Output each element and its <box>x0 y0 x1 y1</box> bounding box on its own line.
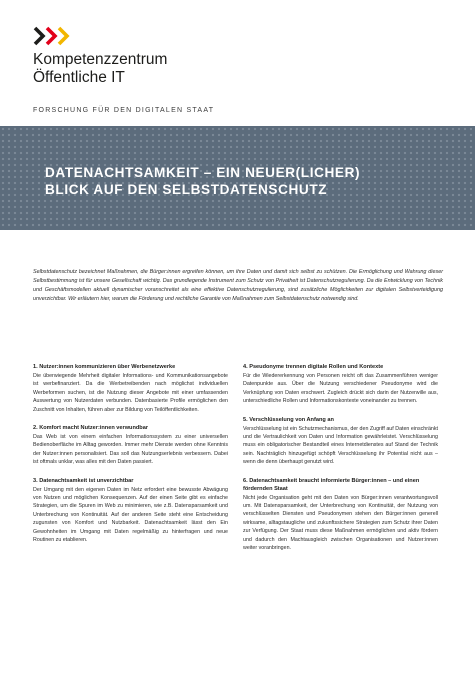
section-5 <box>243 416 438 467</box>
section-body: Verschlüsselung ist ein Schutzmechanismus, der den Zugriff auf Daten einschränkt und die Vertraulichkeit von Daten und Information gewährleistet. Verschlüsselung muss ein obligatorischer Bestandteil eines Internetdienstes auf Stand der Technik sein. Nachträglich hinzugefügt schöpft Verschlüsselung ihr Potential nicht aus – wenn die denn überhaupt genutzt wird. <box>243 425 438 466</box>
section-body: Die überwiegende Mehrheit digitaler Informations- und Kommunikationsangebote ist werbefinanziert. Da die Werbetreibenden nach möglichst individuellen Werbeformen suchen, ist die Nutzung dieser Angebote mit einer umfassenden Auswertung von Nutzerdaten verbunden. Datenbasierte Profile ermöglichen den Zuschnitt von Inhalten, führen aber zur Bildung von Teilöffentlichkeiten. <box>33 373 228 413</box>
left-column <box>33 363 228 555</box>
intro-paragraph: Selbstdatenschutz bezeichnet Maßnahmen, die Bürger:innen ergreifen können, um ihre Daten und damit sich selbst zu schützen. Die Ermöglichung und Wahrung dieser Selbstbestimmung ist für unsere Gesellschaft wichtig. Das grundlegende Instrument zum Schutz von Privatheit ist Datenschutzregulierung. Da die Entwicklung von Technik und Geschäftsmodellen aktuell dynamischer voranschreitet als eine effektive Datenschutzregulierung, sind zusätzliche Möglichkeiten zur digitalen Selbstverteidigung unverzichtbar. Wir erläutern hier, warum die Förderung und rechtliche Garantie von Maßnahmen zum Selbstdatenschutz notwendig sind. <box>33 269 443 302</box>
section-heading: 3. Datenachtsamkeit ist unverzichtbar <box>33 477 134 484</box>
section-1 <box>33 363 228 414</box>
section-6 <box>243 477 438 553</box>
section-body: Nicht jede Organisation geht mit den Daten von Bürger:innen verantwortungsvoll um. Mit Datensparsamkeit, der Unterbrechung von Kontinuität, der Nutzung von verschlüsselten Diensten und Pseudonymen stehen den Bürger:innen generell wirksame, alltagstaugliche und zukunftssichere Strategien zum Schutz ihrer Daten zur Verfügung. Der Staat muss diese Maßnahmen ermöglichen und aktiv fördern und dadurch den Machtausgleich zwischen Organisationen und Nutzer:innen weiter voranbringen. <box>243 494 438 552</box>
section-2 <box>33 424 228 467</box>
organization-name-line1: Kompetenzzentrum <box>33 51 168 68</box>
right-column <box>243 363 438 563</box>
organization-name-line2: Öffentliche IT <box>33 69 125 86</box>
section-heading: 2. Komfort macht Nutzer:innen verwundbar <box>33 425 148 432</box>
section-heading: 6. Datenachtsamkeit braucht informierte Bürger:innen – und einen fördernden Staat <box>243 477 420 492</box>
section-3 <box>33 477 228 545</box>
section-body: Der Umgang mit den eigenen Daten im Netz erfordert eine bewusste Abwägung von Nutzen und möglichen Konsequenzen. Auf der einen Seite gibt es einfache Strategien, um die Spuren im Web zu minimieren, wie z.B. Datensparsamkeit und Unterbrechung von Kontinuität. Auf der anderen Seite steht eine Entscheidung zugunsten von Komfort und Nutzbarkeit. Datenachtsamkeit lässt den Ein Gewohnheiten im Umgang mit Daten regelmäßig zu hinterfragen und neue Routinen zu etablieren. <box>33 486 228 544</box>
organization-name <box>33 51 167 87</box>
section-heading: 4. Pseudonyme trennen digitale Rollen und Kontexte <box>243 364 384 370</box>
tagline: FORSCHUNG FÜR DEN DIGITALEN STAAT <box>33 107 215 114</box>
section-body: Das Web ist von einem einfachen Informationssystem zu einer universellen Bedienoberfläche im Alltag geworden. Immer mehr Dienste werden ohne Kenntnis der Nutzer:innen personalisiert. Das soll das Nutzungserlebnis verbessern. Dabei ist oftmals unklar, was alles mit den Daten passiert. <box>33 434 228 466</box>
chevron-arrows-icon <box>33 24 73 48</box>
section-4 <box>243 363 438 406</box>
title-banner <box>0 126 475 230</box>
section-body: Für die Wiedererkennung von Personen reicht oft das Zusammenführen weniger Datenpunkte aus. Über die Nutzung verschiedener Pseudonyme wird die Verknüpfung von Daten erschwert. Zugleich drückt sich darin der Nutzerwille aus, unterschiedliche Rollen und Informationskontexte voneinander zu trennen. <box>243 373 438 405</box>
page-title <box>45 164 360 198</box>
page-title-line1: DATENACHTSAMKEIT – EIN NEUER(LICHER) <box>45 165 361 180</box>
section-heading: 5. Verschlüsselung von Anfang an <box>243 416 334 423</box>
page-title-line2: BLICK AUF DEN SELBSTDATENSCHUTZ <box>45 182 328 197</box>
section-heading: 1. Nutzer:innen kommunizieren über Werbenetzwerke <box>33 364 176 370</box>
